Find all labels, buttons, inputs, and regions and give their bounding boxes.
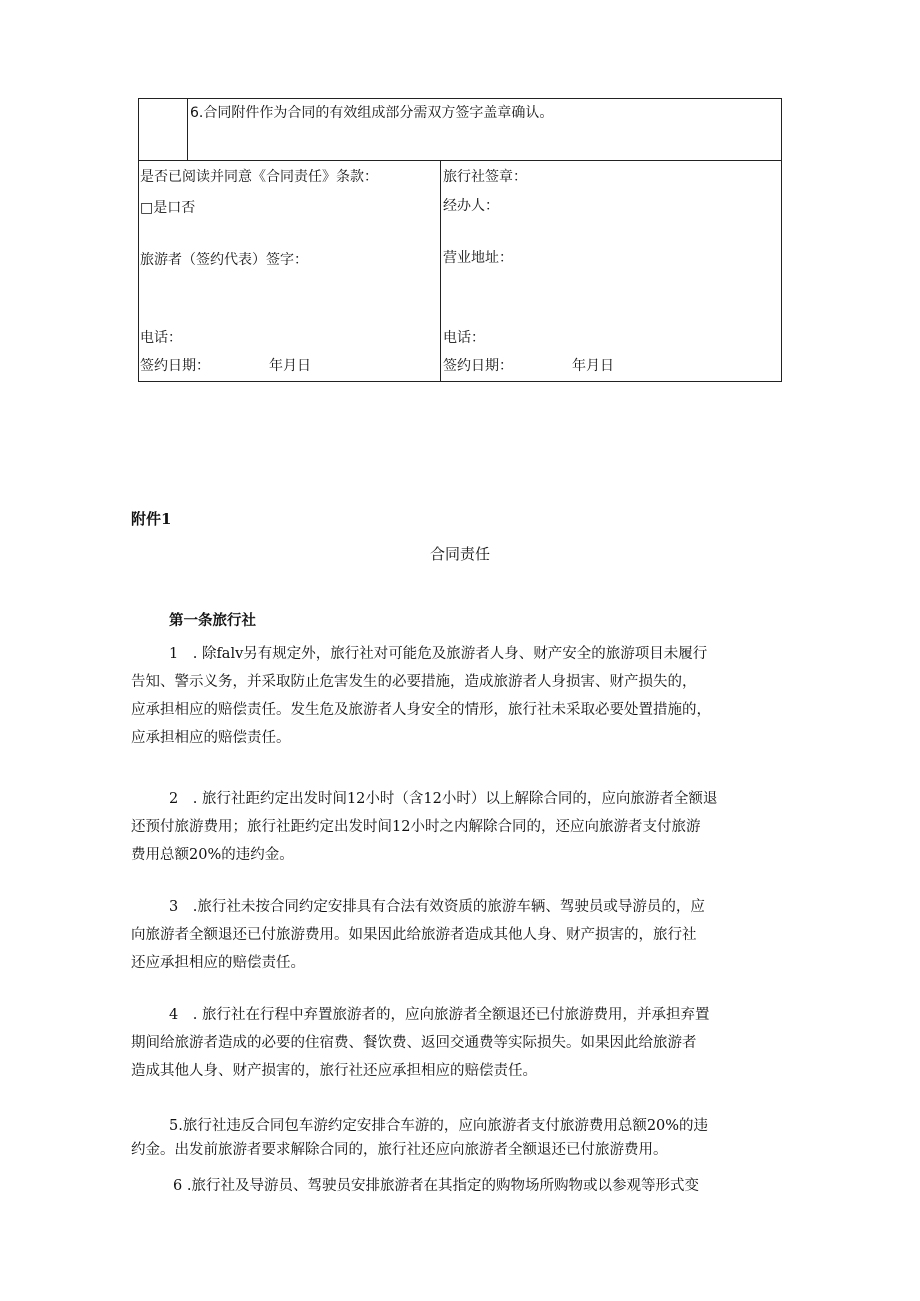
table-first-column-divider	[187, 98, 188, 161]
clause-4-line-3: 造成其他人身、财产损害的，旅行社还应承担相应的赔偿责任。	[131, 1063, 537, 1079]
clause-2-line-2: 还预付旅游费用；旅行社距约定出发时间12小时之内解除合同的，还应向旅游者支付旅游	[131, 819, 701, 835]
clause-4-line-1: 4 . 旅行社在行程中弃置旅游者的，应向旅游者全额退还已付旅游费用，并承担弃置	[169, 1007, 710, 1023]
table-row-divider	[138, 160, 782, 161]
clause-3-line-1: 3 .旅行社未按合同约定安排具有合法有效资质的旅游车辆、驾驶员或导游员的，应	[169, 899, 705, 915]
clause-paragraph-1	[131, 640, 791, 752]
clause-3-line-2: 向旅游者全额退还已付旅游费用。如果因此给旅游者造成其他人身、财产损害的，旅行社	[131, 927, 697, 943]
tourist-sign-date-label: 签约日期：	[140, 358, 210, 374]
clause-paragraph-2	[131, 785, 791, 869]
agency-address-label: 营业地址：	[443, 250, 513, 266]
tourist-phone-label: 电话：	[140, 330, 182, 346]
table-border-bottom	[138, 381, 782, 382]
clause-5-line-1: 5.旅行社违反合同包车游约定安排合车游的，应向旅游者支付旅游费用总额20%的违	[169, 1118, 709, 1134]
clause-paragraph-6	[131, 1172, 791, 1200]
tourist-sign-date-suffix: 年月日	[269, 358, 311, 374]
agency-handler-label: 经办人：	[443, 198, 499, 214]
clause-3-line-3: 还应承担相应的赔偿责任。	[131, 955, 305, 971]
table-center-divider	[440, 160, 441, 382]
agree-options[interactable]: □是口否	[140, 200, 196, 216]
clause-2-line-3: 费用总额20%的违约金。	[131, 847, 294, 863]
table-border-right	[781, 98, 782, 382]
clause-1-line-3: 应承担相应的赔偿责任。发生危及旅游者人身安全的情形，旅行社未采取必要处置措施的，	[131, 702, 711, 718]
appendix-title: 合同责任	[429, 545, 490, 563]
agency-phone-label: 电话：	[443, 330, 485, 346]
section-heading: 第一条旅行社	[169, 612, 256, 629]
clause-paragraph-5	[131, 1114, 791, 1162]
agree-terms-prompt: 是否已阅读并同意《合同责任》条款：	[140, 169, 378, 185]
agency-sign-date-label: 签约日期：	[443, 358, 513, 374]
attachment-clause-text: 6.合同附件作为合同的有效组成部分需双方签字盖章确认。	[190, 105, 554, 121]
clause-6-line-1: 6 .旅行社及导游员、驾驶员安排旅游者在其指定的购物场所购物或以参观等形式变	[173, 1178, 699, 1194]
tourist-signature-label: 旅游者（签约代表）签字：	[140, 252, 308, 268]
clause-5-line-2: 约金。出发前旅游者要求解除合同的，旅行社还应向旅游者全额退还已付旅游费用。	[131, 1142, 668, 1158]
agency-seal-label: 旅行社签章：	[443, 169, 527, 185]
table-border-top	[138, 98, 782, 99]
agency-sign-date-suffix: 年月日	[572, 358, 614, 374]
clause-2-line-1: 2 . 旅行社距约定出发时间12小时（含12小时）以上解除合同的，应向旅游者全额退	[169, 791, 718, 807]
clause-1-line-2: 告知、警示义务，并采取防止危害发生的必要措施，造成旅游者人身损害、财产损失的，	[131, 674, 697, 690]
clause-paragraph-3	[131, 893, 791, 977]
appendix-label: 附件1	[131, 510, 172, 528]
clause-1-line-4: 应承担相应的赔偿责任。	[131, 730, 291, 746]
clause-1-line-1: 1 . 除falv另有规定外，旅行社对可能危及旅游者人身、财产安全的旅游项目未履行	[169, 646, 708, 662]
table-border-left	[138, 98, 139, 382]
clause-paragraph-4	[131, 1001, 791, 1085]
clause-4-line-2: 期间给旅游者造成的必要的住宿费、餐饮费、返回交通费等实际损失。如果因此给旅游者	[131, 1035, 697, 1051]
